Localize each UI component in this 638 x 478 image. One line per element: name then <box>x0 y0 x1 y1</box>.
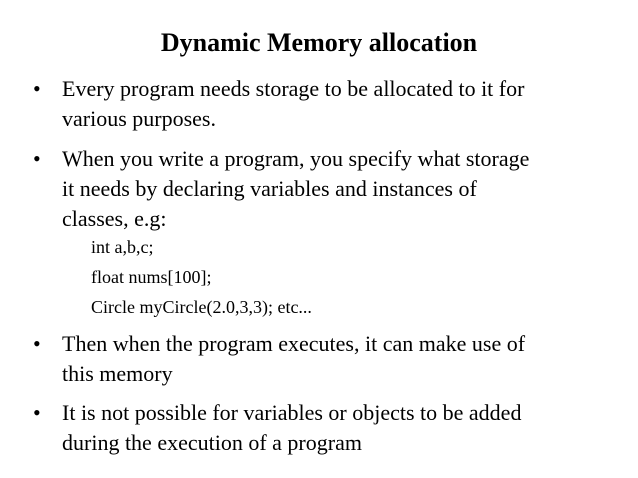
bullet-marker: • <box>33 331 41 356</box>
bullet-marker: • <box>33 146 41 171</box>
bullet-text: Then when the program executes, it can make use of this memory <box>62 331 526 386</box>
bullet-text: It is not possible for variables or objects to be added during the execution of a program <box>62 400 522 455</box>
bullet-text: Every program needs storage to be allocated to it for various purposes. <box>62 76 525 131</box>
bullet-text: When you write a program, you specify what storage it needs by declaring variables and instances of classes, e.g: <box>62 146 530 231</box>
code-line: Circle myCircle(2.0,3,3); etc... <box>91 297 312 317</box>
bullet-marker: • <box>33 400 41 425</box>
slide-title: Dynamic Memory allocation <box>160 28 478 57</box>
code-line: int a,b,c; <box>91 237 154 257</box>
bullet-marker: • <box>33 76 41 101</box>
code-line: float nums[100]; <box>91 267 212 287</box>
